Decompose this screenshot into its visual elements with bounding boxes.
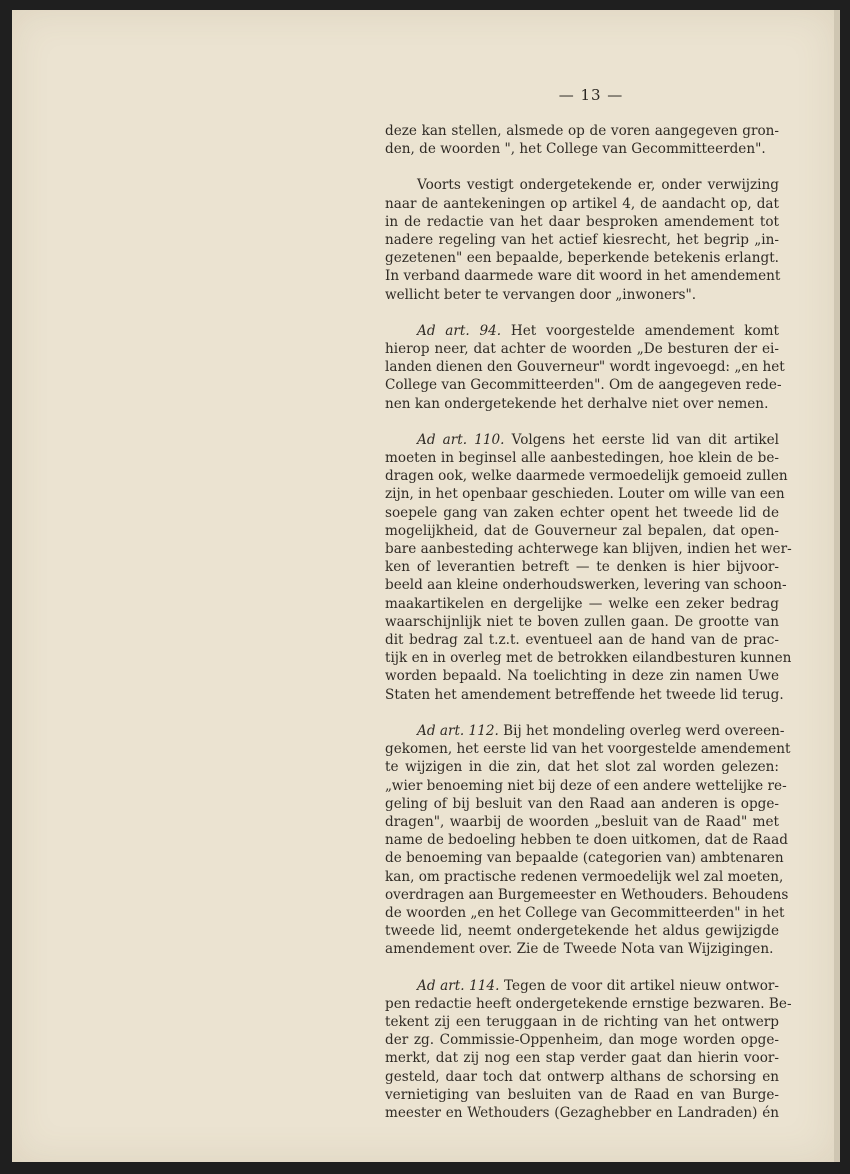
text-line [385, 449, 779, 467]
text-line [385, 540, 792, 558]
line-text: tweede lid, neemt ondergetekende het aldus gewijzigde [385, 923, 779, 940]
text-line [385, 667, 779, 685]
text-line [385, 631, 779, 649]
text-line [385, 977, 779, 995]
line-text: meester en Wethouders (Gezaghebber en Landraden) én [385, 1104, 779, 1121]
text-line [385, 286, 779, 304]
text-line [385, 613, 779, 631]
line-text: maakartikelen en dergelijke — welke een zeker bedrag [385, 595, 779, 612]
text-line [385, 740, 791, 758]
line-text: de woorden „en het College van Gecommitteerden" in het [385, 904, 785, 921]
line-text: In verband daarmede ware dit woord in het amendement [385, 268, 781, 285]
text-line [385, 722, 785, 740]
line-text: gesteld, daar toch dat ontwerp althans de schorsing en [385, 1068, 779, 1085]
text-line [385, 686, 784, 704]
line-text: dit bedrag zal t.z.t. eventueel aan de hand van de prac- [385, 632, 779, 649]
line-text: pen redactie heeft ondergetekende ernstige bezwaren. Be- [385, 995, 792, 1012]
line-text: worden bepaald. Na toelichting in deze zin namen Uwe [385, 668, 779, 685]
page-number: — 13 — [558, 86, 624, 104]
paragraph-p6 [385, 977, 792, 1123]
text-line [385, 122, 779, 140]
line-text: mogelijkheid, dat de Gouverneur zal bepalen, dat open- [385, 522, 779, 539]
text-line [385, 431, 779, 449]
line-text: hierop neer, dat achter de woorden „De besturen der ei- [385, 341, 779, 358]
text-line [385, 886, 789, 904]
line-text: kan, om practische redenen vermoedelijk wel zal moeten, [385, 868, 784, 885]
text-line [385, 376, 782, 394]
page-edge [834, 10, 840, 1162]
line-text: Staten het amendement betreffende het tweede lid terug. [385, 686, 784, 703]
text-line [385, 995, 792, 1013]
text-line [385, 1086, 779, 1104]
paragraph-p3 [385, 322, 785, 413]
line-text: nadere regeling van het actief kiesrecht, het begrip „in- [385, 232, 779, 249]
line-text: Voorts vestigt ondergetekende er, onder verwijzing [417, 177, 779, 194]
line-text: te wijzigen in die zin, dat het slot zal worden gelezen: [385, 759, 779, 776]
text-line [385, 868, 784, 886]
text-line [385, 831, 788, 849]
text-line [385, 213, 779, 231]
line-text: tekent zij een teruggaan in de richting van het ontwerp [385, 1013, 779, 1030]
line-text: waarschijnlijk niet te boven zullen gaan. De grootte van [385, 613, 779, 630]
line-text: vernietiging van besluiten van de Raad en van Burge- [385, 1086, 779, 1103]
article-reference: Ad art. 112. [417, 722, 499, 739]
line-text: dragen ook, welke daarmede vermoedelijk gemoeid zullen [385, 468, 788, 485]
line-text: zijn, in het openbaar geschieden. Louter om wille van een [385, 486, 785, 503]
line-text: de benoeming van bepaalde (categorien van) ambtenaren [385, 850, 784, 867]
text-line [385, 849, 784, 867]
line-text: dragen", waarbij de woorden „besluit van de Raad" met [385, 813, 779, 830]
text-line [385, 467, 788, 485]
line-text: in de redactie van het daar besproken amendement tot [385, 213, 779, 230]
text-line [385, 649, 792, 667]
paragraph-p5 [385, 722, 791, 959]
line-text: overdragen aan Burgemeester en Wethouders. Behoudens [385, 886, 789, 903]
line-text: amendement over. Zie de Tweede Nota van Wijzigingen. [385, 941, 774, 958]
text-line [385, 504, 779, 522]
line-text: tijk en in overleg met de betrokken eilandbesturen kunnen [385, 650, 792, 667]
text-line [385, 267, 779, 285]
text-line [385, 395, 779, 413]
line-text: landen dienen den Gouverneur" wordt ingevoegd: „en het [385, 359, 785, 376]
text-line [385, 795, 779, 813]
text-line [385, 358, 785, 376]
text-line [385, 1013, 779, 1031]
line-text: der zg. Commissie-Oppenheim, dan moge worden opge- [385, 1032, 779, 1049]
line-text: soepele gang van zaken echter opent het tweede lid de [385, 504, 779, 521]
paragraph-p1 [385, 122, 779, 158]
text-line [385, 195, 779, 213]
text-line [385, 485, 785, 503]
line-text: nen kan ondergetekende het derhalve niet over nemen. [385, 395, 769, 412]
text-line [385, 576, 787, 594]
text-line [385, 340, 779, 358]
text-line [385, 140, 779, 158]
line-text: gekomen, het eerste lid van het voorgestelde amendement [385, 741, 791, 758]
text-line [385, 904, 785, 922]
text-line [385, 758, 779, 776]
text-line [385, 922, 779, 940]
text-line [385, 940, 779, 958]
text-line [385, 522, 779, 540]
text-line [385, 231, 779, 249]
paragraph-p2 [385, 176, 779, 303]
text-line [385, 322, 779, 340]
text-line [385, 595, 779, 613]
line-text: beeld aan kleine onderhoudswerken, levering van schoon- [385, 577, 787, 594]
line-text: name de bedoeling hebben te doen uitkomen, dat de Raad [385, 832, 788, 849]
article-reference: Ad art. 114. [417, 977, 500, 994]
text-line [385, 1068, 779, 1086]
text-line [385, 777, 787, 795]
text-line [385, 813, 779, 831]
line-text: den, de woorden ", het College van Gecommitteerden". [385, 141, 766, 158]
line-text: Volgens het eerste lid van dit artikel [511, 431, 779, 448]
line-text: deze kan stellen, alsmede op de voren aangegeven gron- [385, 123, 779, 139]
line-text: College van Gecommitteerden". Om de aangegeven rede- [385, 377, 782, 394]
line-text: „wier benoeming niet bij deze of een andere wettelijke re- [385, 777, 787, 794]
line-text: ken of leverantien betreft — te denken is hier bijvoor- [385, 559, 779, 576]
text-line [385, 1049, 779, 1067]
line-text: geling of bij besluit van den Raad aan anderen is opge- [385, 795, 779, 812]
line-text: Het voorgestelde amendement komt [510, 322, 779, 339]
text-line [385, 1031, 779, 1049]
line-text: bare aanbesteding achterwege kan blijven, indien het wer- [385, 541, 792, 558]
article-reference: Ad art. 94. [417, 322, 502, 339]
text-line [385, 1104, 779, 1122]
line-text: wellicht beter te vervangen door „inwoners". [385, 286, 697, 303]
line-text: gezetenen" een bepaalde, beperkende betekenis erlangt. [385, 250, 779, 267]
paragraph-p4 [385, 431, 792, 704]
text-line [385, 249, 779, 267]
line-text: naar de aantekeningen op artikel 4, de aandacht op, dat [385, 195, 779, 212]
line-text: Tegen de voor dit artikel nieuw ontwor- [504, 977, 779, 994]
line-text: merkt, dat zij nog een stap verder gaat dan hierin voor- [385, 1050, 779, 1067]
text-line [385, 176, 779, 194]
line-text: moeten in beginsel alle aanbestedingen, hoe klein de be- [385, 450, 779, 467]
line-text: Bij het mondeling overleg werd overeen- [503, 722, 785, 739]
text-column [385, 122, 792, 1122]
text-line [385, 558, 779, 576]
article-reference: Ad art. 110. [417, 431, 505, 448]
